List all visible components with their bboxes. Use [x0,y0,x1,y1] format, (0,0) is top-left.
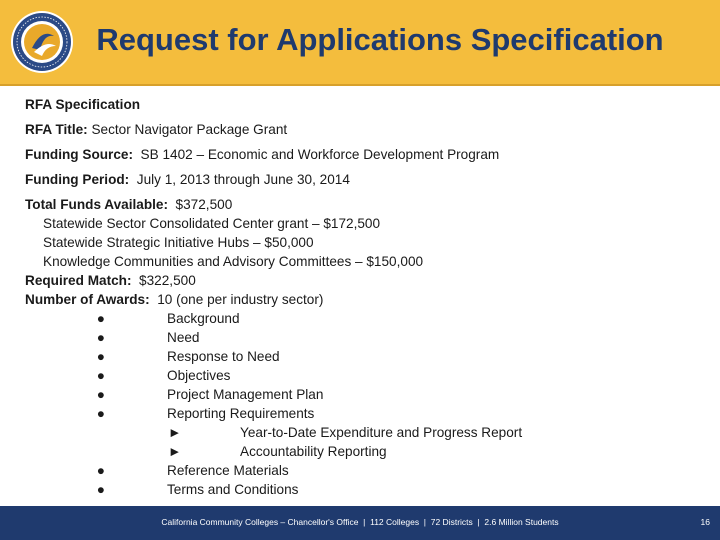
fund-item: Knowledge Communities and Advisory Committees – $150,000 [43,254,424,269]
list-item [25,385,705,404]
arrow-icon: ► [168,425,182,440]
bullet-icon: ● [96,482,105,497]
funding-source-label: Funding Source: [25,147,133,162]
funding-source-value: SB 1402 – Economic and Workforce Development Program [133,147,500,162]
total-funds-line [25,195,705,214]
list-item [25,347,705,366]
rfa-heading: RFA Specification [25,97,141,112]
required-match-label: Required Match: [25,273,132,288]
header-divider [0,84,720,86]
funding-period-value: July 1, 2013 through June 30, 2014 [129,172,350,187]
list-item [25,328,705,347]
sub-list-item [25,442,705,461]
list-item-text: Terms and Conditions [167,482,299,497]
list-item [25,309,705,328]
list-item [25,366,705,385]
slide-title: Request for Applications Specification [96,22,664,57]
awards-label: Number of Awards: [25,292,150,307]
bullet-icon: ● [96,406,105,421]
bullet-icon: ● [96,387,105,402]
list-item-text: Reference Materials [167,463,289,478]
required-match-value: $322,500 [131,273,196,288]
footer-text: California Community Colleges – Chancellor's Office | 112 Colleges | 72 Districts | 2.6 Million Students [161,517,559,527]
list-item [25,461,705,480]
page-number: 16 [700,517,710,527]
list-item-text: Background [167,311,240,326]
funding-source-line [25,145,705,164]
total-funds-value: $372,500 [168,197,233,212]
sub-list-item-text: Year-to-Date Expenditure and Progress Report [240,425,523,440]
required-match-line [25,271,705,290]
bullet-icon: ● [96,349,105,364]
rfa-title-line [25,120,705,139]
sub-list-item-text: Accountability Reporting [240,444,387,459]
awards-value: 10 (one per industry sector) [149,292,324,307]
rfa-title-label: RFA Title: [25,122,88,137]
list-item [25,404,705,423]
bullet-icon: ● [96,463,105,478]
funding-period-line [25,170,705,189]
list-item [25,480,705,499]
fund-item: Statewide Sector Consolidated Center grant – $172,500 [43,216,381,231]
list-item-text: Reporting Requirements [167,406,315,421]
fund-item: Statewide Strategic Initiative Hubs – $50,000 [43,235,314,250]
list-item-text: Response to Need [167,349,280,364]
slide-header [0,0,720,84]
bullet-icon: ● [96,330,105,345]
total-funds-label: Total Funds Available: [25,197,168,212]
arrow-icon: ► [168,444,182,459]
sub-list-item [25,423,705,442]
awards-line [25,290,705,309]
list-item-text: Need [167,330,200,345]
funding-period-label: Funding Period: [25,172,130,187]
rfa-title-value: Sector Navigator Package Grant [87,122,288,137]
bullet-icon: ● [96,368,105,383]
list-item-text: Objectives [167,368,231,383]
slide-content [25,95,705,499]
bullet-icon: ● [96,311,105,326]
list-item-text: Project Management Plan [167,387,324,402]
slide-footer [0,506,720,540]
